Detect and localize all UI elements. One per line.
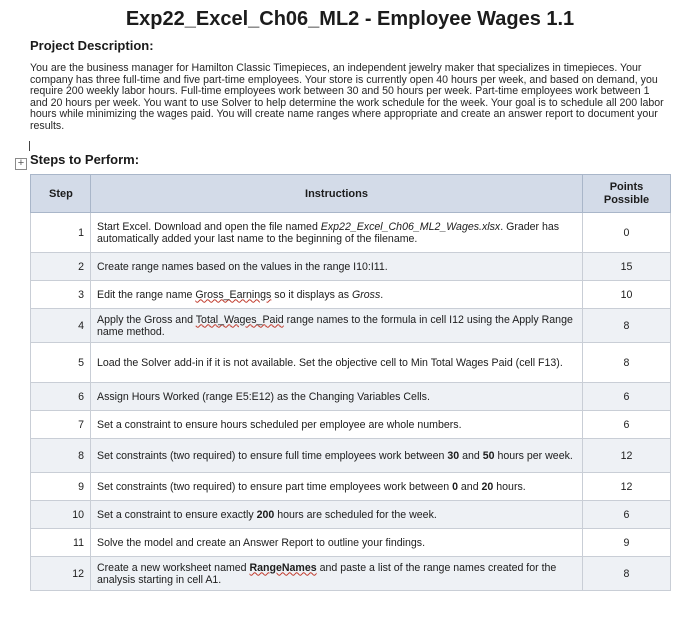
project-description-text: You are the business manager for Hamilton Classic Timepieces, an independent jewelry maker that specializes in timepieces. Your company has three full-time and five part-time employees. Your store is currently open 40 hours per week, and based on demand, you require 200 weekly labor hours. Full-time employees work between 30 and 50 hours per week. Part-time employees work between 1 and 20 hours per week. You want to use Solver to help determine the work schedule for the week. Your goal is to schedule all 200 labor hours while minimizing the wages paid. You will create name ranges where appropriate and create an answer report to document your results. [30,62,664,132]
instruction-text: 0 [452,480,458,493]
step-points: 8 [583,557,671,591]
step-number: 10 [31,501,91,529]
steps-table [30,174,671,591]
steps-body [31,213,671,591]
instruction-text: RangeNames [249,561,317,574]
step-instruction [91,383,583,411]
step-number: 9 [31,473,91,501]
step-number: 7 [31,411,91,439]
instruction-text: . [380,288,384,301]
instruction-text: 50 [482,449,495,462]
step-instruction [91,473,583,501]
step-points: 15 [583,253,671,281]
table-row [31,343,671,383]
instruction-text: Solve the model and create an Answer Report to outline your findings. [97,536,426,549]
step-number: 3 [31,281,91,309]
step-points: 12 [583,439,671,473]
instruction-text: Set constraints (two required) to ensure full time employees work between [97,449,448,462]
table-row [31,253,671,281]
step-points: 6 [583,411,671,439]
step-instruction [91,343,583,383]
step-number: 8 [31,439,91,473]
instruction-text: and paste a list of the range names created for the analysis starting in cell A1. [97,561,557,586]
step-instruction [91,253,583,281]
header-instructions: Instructions [91,175,583,213]
header-points-line2: Possible [603,193,650,206]
instruction-text: and [457,480,482,493]
instruction-text: 20 [481,480,494,493]
table-row [31,439,671,473]
step-instruction [91,557,583,591]
table-row [31,213,671,253]
header-step: Step [31,175,91,213]
instruction-text: 30 [447,449,460,462]
instruction-text: 200 [256,508,275,521]
instruction-text: Set a constraint to ensure exactly [97,508,257,521]
instruction-text: Load the Solver add-in if it is not available. Set the objective cell to Min Total Wages Paid (cell F13). [97,356,563,369]
step-number: 2 [31,253,91,281]
step-number: 11 [31,529,91,557]
step-instruction [91,281,583,309]
header-points-possible [583,175,671,213]
table-row [31,411,671,439]
table-row [31,501,671,529]
instruction-text: range names to the formula in cell I12 using the Apply Range name method. [97,313,573,338]
text-cursor [29,141,30,151]
step-number: 5 [31,343,91,383]
step-instruction [91,529,583,557]
step-instruction [91,213,583,253]
instruction-text: hours. [493,480,526,493]
instruction-text: Apply the Gross and [97,313,196,326]
step-number: 6 [31,383,91,411]
step-points: 9 [583,529,671,557]
table-row [31,309,671,343]
page-title: Exp22_Excel_Ch06_ML2 - Employee Wages 1.1 [125,8,575,30]
instruction-text: Total_Wages_Paid [195,313,284,326]
step-points: 12 [583,473,671,501]
project-description-heading: Project Description: [30,38,154,53]
instruction-text: . Grader has automatically added your last name to the beginning of the filename. [97,220,560,245]
step-number: 4 [31,309,91,343]
step-number: 12 [31,557,91,591]
instruction-text: Set a constraint to ensure hours scheduled per employee are whole numbers. [97,418,462,431]
instruction-text: Gross [352,288,381,301]
instruction-text: Assign Hours Worked (range E5:E12) as the Changing Variables Cells. [97,390,430,403]
step-points: 0 [583,213,671,253]
step-points: 8 [583,343,671,383]
step-points: 6 [583,501,671,529]
table-row [31,383,671,411]
step-points: 6 [583,383,671,411]
table-header-row [31,175,671,213]
instruction-text: Edit the range name [97,288,196,301]
table-row [31,529,671,557]
instruction-text: Exp22_Excel_Ch06_ML2_Wages.xlsx [320,220,501,233]
instruction-text: Create a new worksheet named [97,561,250,574]
instruction-text: hours are scheduled for the week. [274,508,437,521]
instruction-text: hours per week. [494,449,573,462]
instruction-text: Start Excel. Download and open the file named [97,220,321,233]
instruction-text: Create range names based on the values in the range I10:I11. [97,260,388,273]
step-instruction [91,309,583,343]
step-instruction [91,439,583,473]
step-instruction [91,411,583,439]
table-row [31,557,671,591]
table-row [31,473,671,501]
step-instruction [91,501,583,529]
instruction-text: and [459,449,483,462]
step-points: 10 [583,281,671,309]
instruction-text: Set constraints (two required) to ensure part time employees work between [97,480,453,493]
instruction-text: so it displays as [271,288,352,301]
instruction-text: Gross_Earnings [195,288,272,301]
steps-heading: Steps to Perform: [30,152,140,167]
step-number: 1 [31,213,91,253]
step-points: 8 [583,309,671,343]
table-row [31,281,671,309]
expand-plus-icon[interactable]: + [15,158,27,170]
header-points-line1: Points [609,180,644,193]
